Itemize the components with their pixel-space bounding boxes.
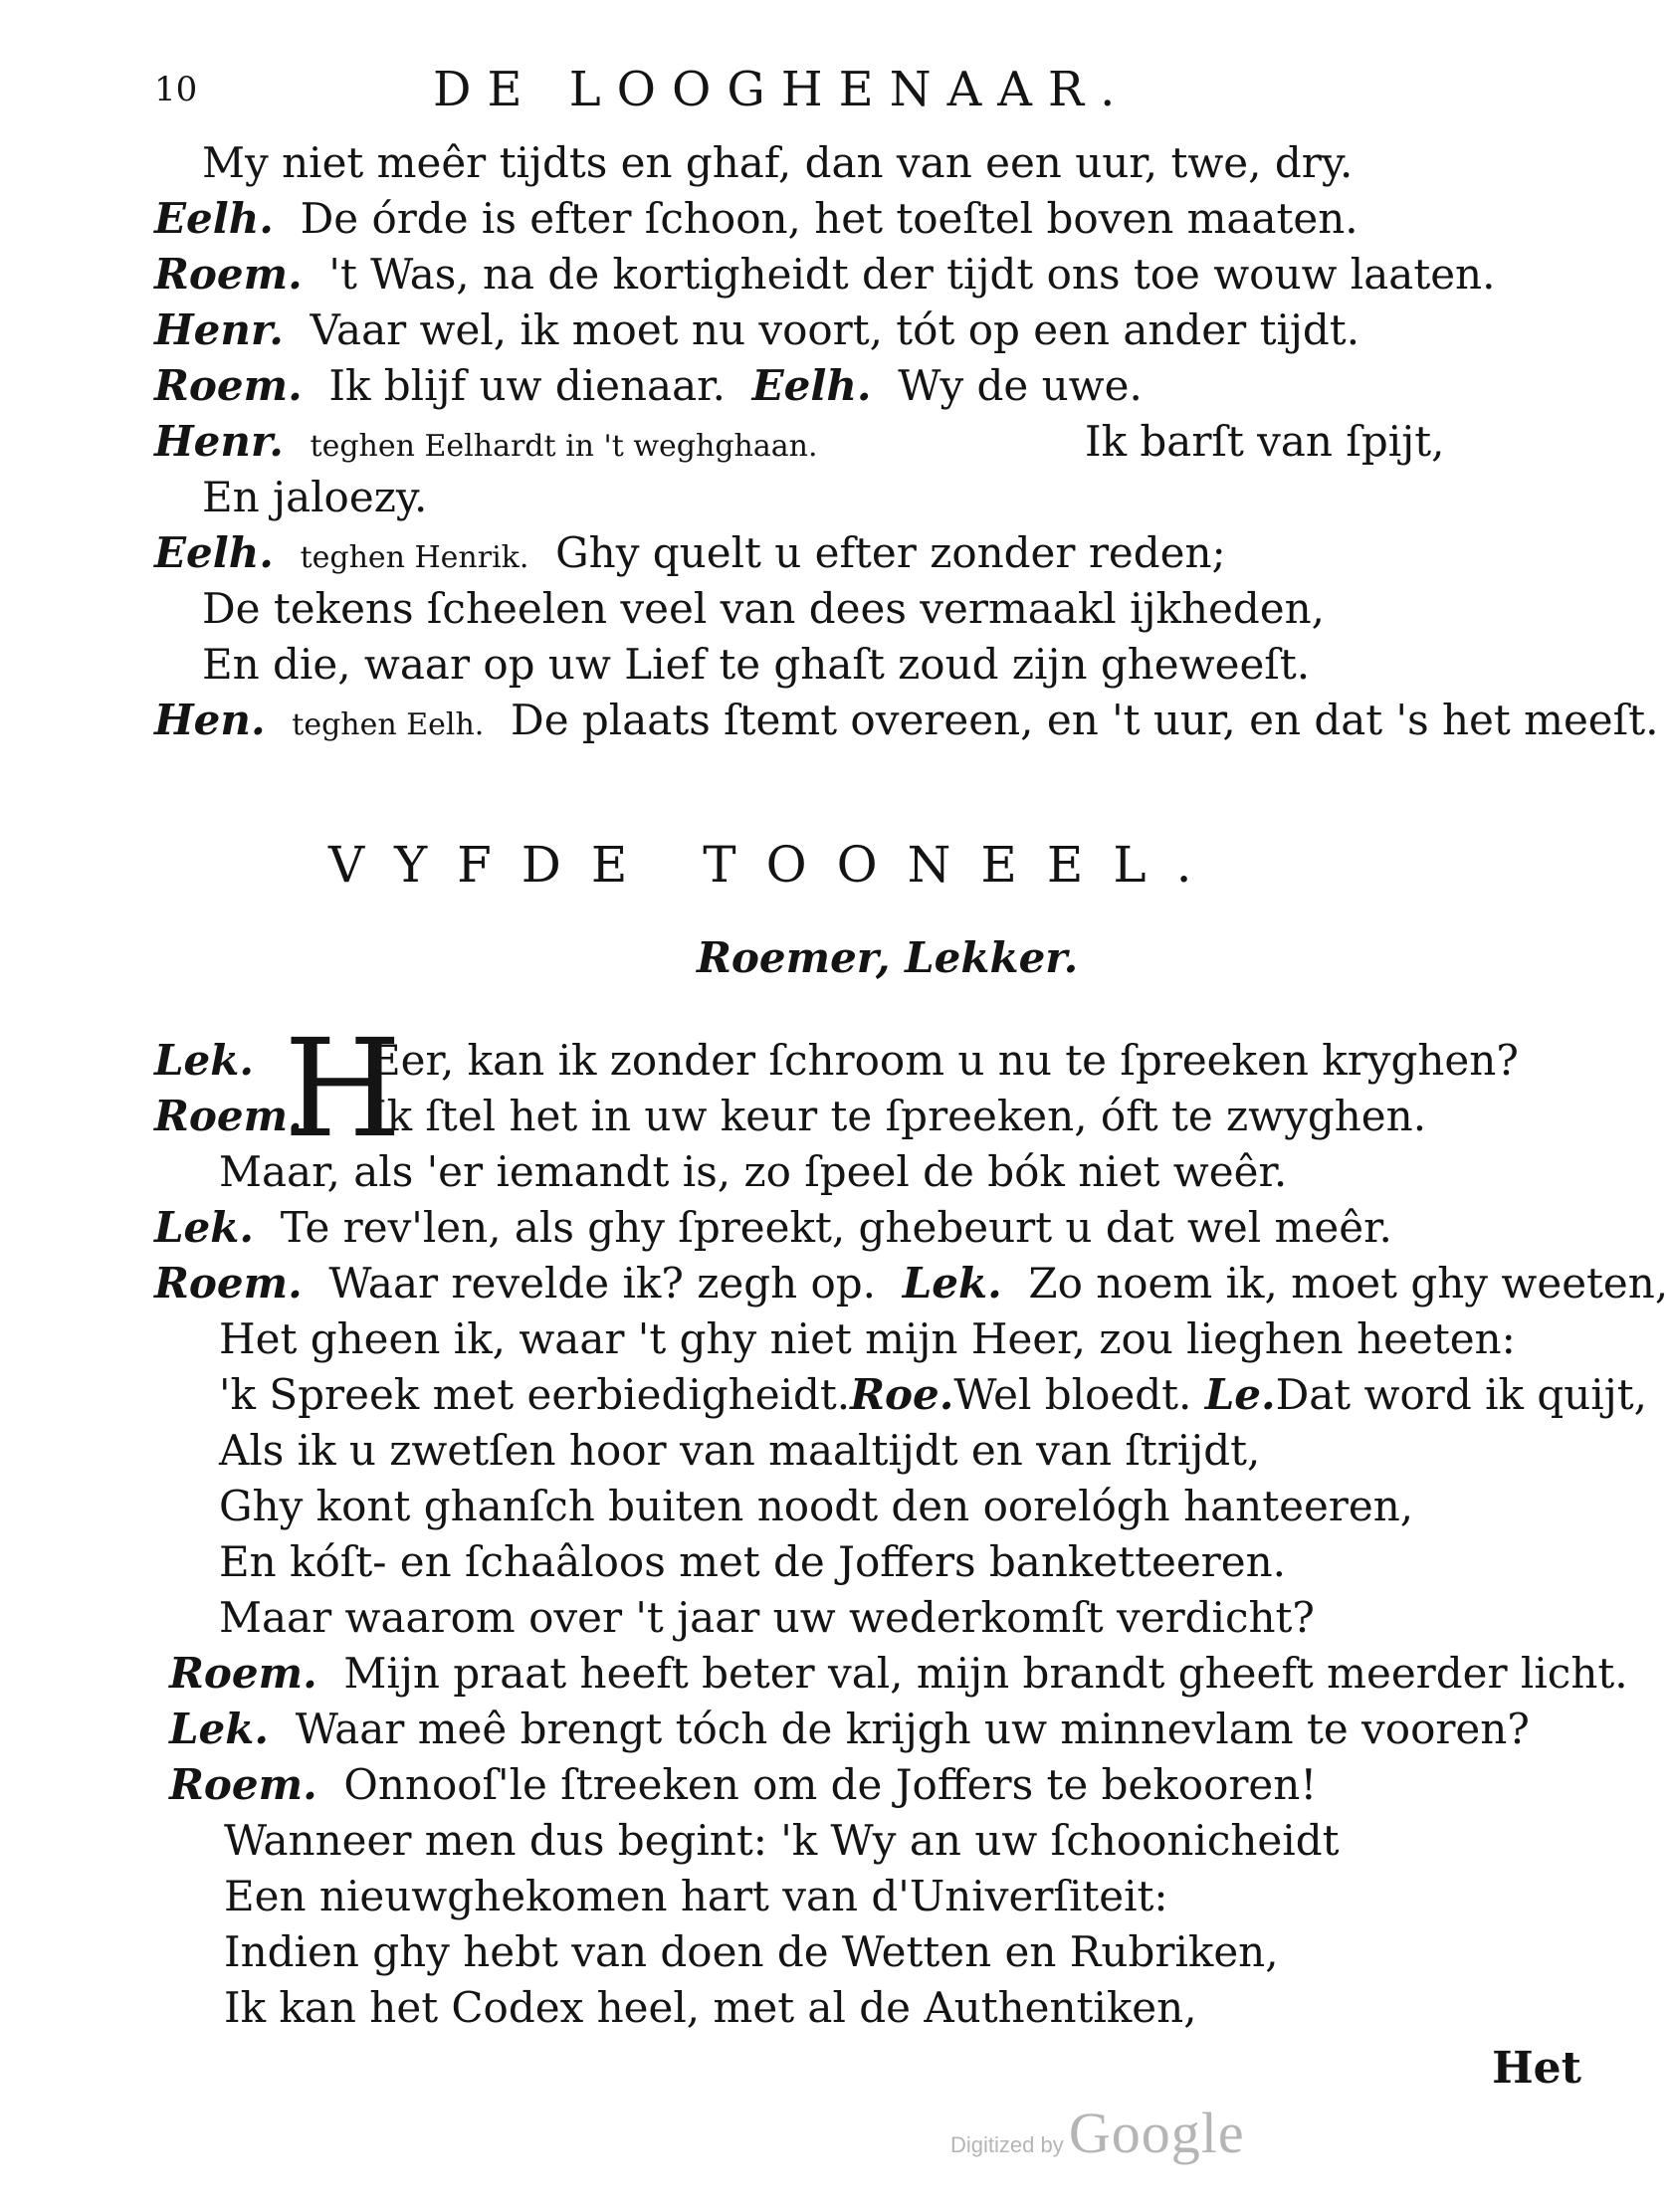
verse-line: Eer, kan ik zonder ſchroom u nu te ſpreeken kryghen? [370,1036,1519,1085]
verse-line: Roem. Onnooſ'le ſtreeken om de Joffers te bekooren! [169,1760,1318,1809]
verse-line: Ghy kont ghanſch buiten noodt den oorelógh hanteeren, [219,1482,1414,1530]
speaker-label: Henr. [154,305,284,354]
verse-line: Roem. Mijn praat heeft beter val, mijn brandt gheeft meerder licht. [169,1649,1628,1698]
scene-title: VYFDE TOONEEL. [328,836,1222,894]
google-watermark [950,2100,1245,2166]
speaker-label: Roem. [169,1760,317,1809]
verse-line: Maar waarom over 't jaar uw wederkomſt verdicht? [219,1593,1315,1642]
verse-line: My niet meêr tijdts en ghaf, dan van een uur, twe, dry. [202,138,1354,187]
speaker-label: Roem. [169,1649,317,1698]
verse-line: En kóſt- en ſchaâloos met de Joffers banketteeren. [219,1537,1287,1586]
scene-cast: Roemer, Lekker. [697,933,1079,982]
verse-line: Eelh. De órde is efter ſchoon, het toeſtel boven maaten. [154,194,1358,243]
catchword: Het [1492,2043,1581,2094]
speaker-label: Eelh. [154,194,274,243]
verse-line: Maar, als 'er iemandt is, zo ſpeel de bók niet weêr. [219,1147,1288,1196]
stage-direction: teghen Eelhardt in 't weghghaan. [310,429,818,464]
running-title: DE LOOGHENAAR. [433,62,1132,117]
verse-line: Het gheen ik, waar 't ghy niet mijn Heer, zou lieghen heeten: [219,1314,1516,1363]
watermark-logo: Google [1068,2101,1245,2165]
verse-line: Als ik u zwetſen hoor van maaltijdt en van ſtrijdt, [219,1426,1261,1475]
speaker-label: Lek. [169,1705,269,1753]
speaker-label: Roem. [154,250,303,299]
speaker-label: Roe. [850,1370,954,1419]
verse-line: Hen. teghen Eelh. De plaats ſtemt overeen, en 't uur, en dat 's het meeſt. [154,696,1659,744]
speaker-label: Henr. [154,417,284,466]
verse-line: Eelh. teghen Henrik. Ghy quelt u efter zonder reden; [154,528,1226,577]
verse-line: Wanneer men dus begint: 'k Wy an uw ſchoonicheidt [224,1816,1340,1865]
speaker-label: Eelh. [751,361,872,410]
speaker-label: Eelh. [154,528,274,577]
drop-cap: H [284,1011,402,1168]
verse-line: Lek. Waar meê brengt tóch de krijgh uw minnevlam te vooren? [169,1705,1530,1753]
stage-direction: teghen Eelh. [292,707,485,742]
speaker-label: Lek. [902,1259,1002,1307]
page-header [154,62,1299,121]
verse-line: Roem. Waar revelde ik? zegh op. Lek. Zo noem ik, moet ghy weeten, [154,1259,1669,1307]
speaker-label: Roem. [154,361,303,410]
verse-line: Ik kan het Codex heel, met al de Authentiken, [224,1983,1197,2032]
verse-line: Ik barſt van ſpijt, [1085,417,1445,466]
stage-direction: teghen Henrik. [300,540,529,575]
verse-line: De tekens ſcheelen veel van dees vermaakl ijkheden, [202,584,1326,633]
speaker-label: Lek. [154,1036,254,1085]
speaker-label: Roem. [154,1092,303,1140]
verse-line: Roem. Ik blijf uw dienaar. Eelh. Wy de uwe. [154,361,1143,410]
speaker-label: Hen. [154,696,266,744]
verse-line: Ik ſtel het in uw keur te ſpreeken, óft te zwyghen. [370,1092,1427,1140]
verse-line: En jaloezy. [202,473,428,521]
verse-line [154,1035,254,1087]
verse-line: Een nieuwghekomen hart van d'Univerſiteit: [224,1872,1168,1920]
verse-line [154,1091,303,1142]
verse-line: 'k Spreek met eerbiedigheidt.Roe.Wel bloedt. Le.Dat word ik quijt, [219,1370,1647,1419]
page-number: 10 [154,70,198,109]
verse-line [154,416,818,473]
watermark-prefix: Digitized by [950,2132,1064,2157]
verse-line: En die, waar op uw Lief te ghaſt zoud zijn gheweeſt. [202,640,1311,689]
verse-line: Indien ghy hebt van doen de Wetten en Rubriken, [224,1927,1279,1976]
verse-line: Henr. Vaar wel, ik moet nu voort, tót op een ander tijdt. [154,305,1360,354]
speaker-label: Roem. [154,1259,303,1307]
verse-line: Roem. 't Was, na de kortigheidt der tijdt ons toe wouw laaten. [154,250,1496,299]
speaker-label: Le. [1204,1370,1276,1419]
speaker-label: Lek. [154,1203,254,1252]
verse-line: Lek. Te rev'len, als ghy ſpreekt, ghebeurt u dat wel meêr. [154,1203,1392,1252]
